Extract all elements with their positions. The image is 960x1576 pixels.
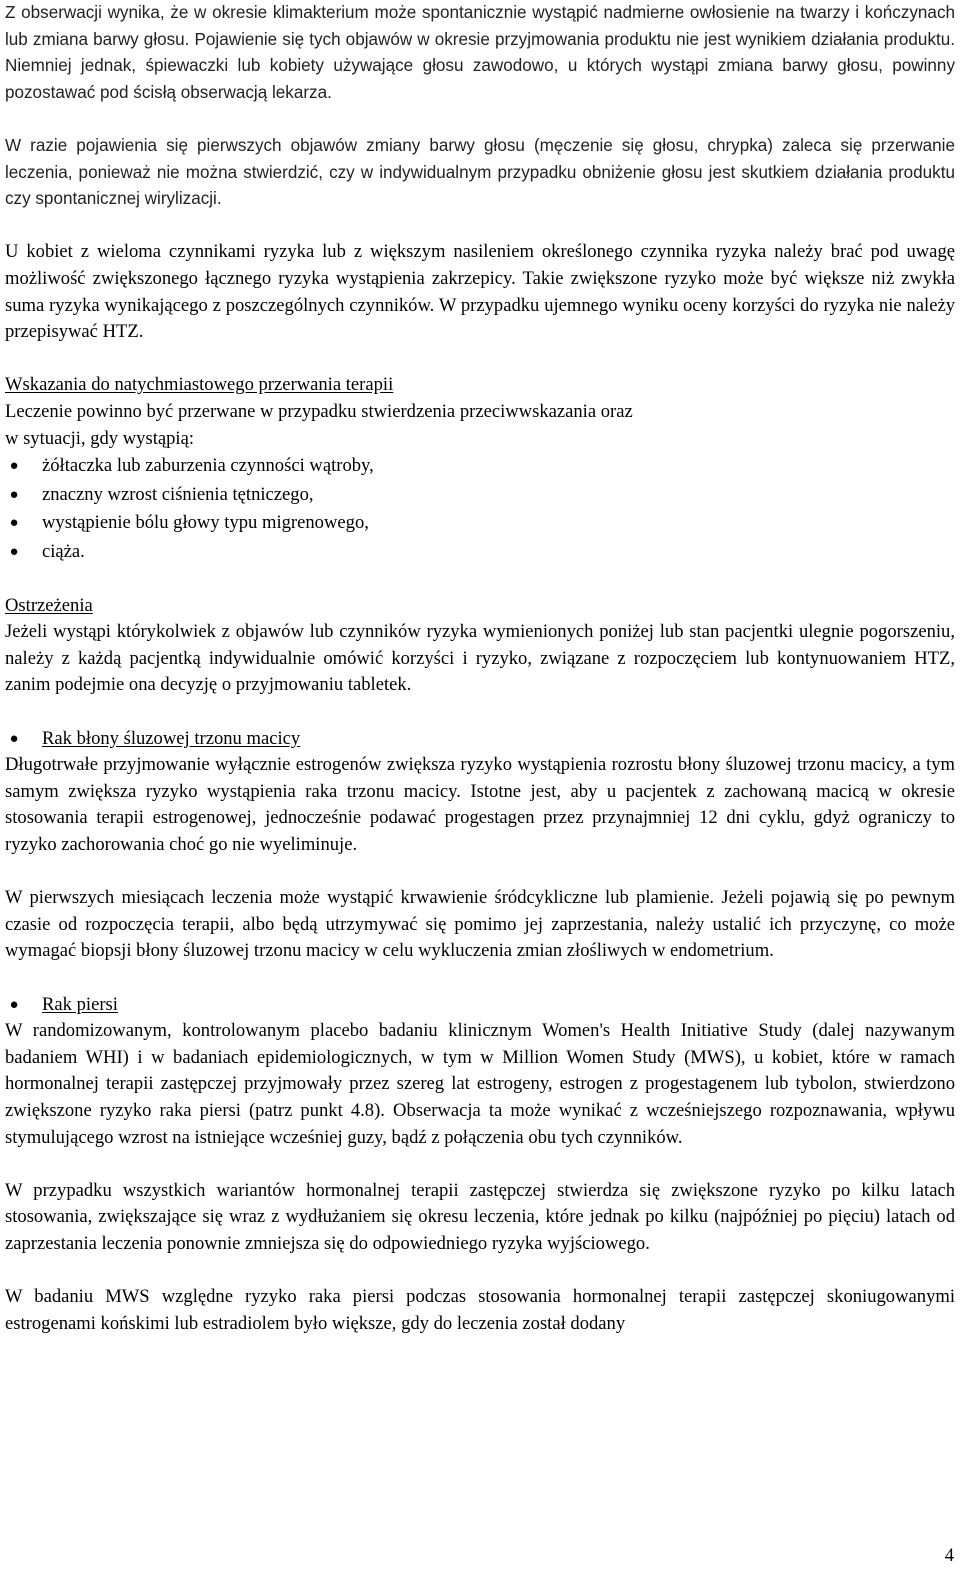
spacer [5, 965, 955, 992]
bullet-icon: ● [9, 730, 19, 747]
list-item: ● ciąża. [5, 538, 955, 567]
spacer [5, 346, 955, 373]
heading-breast-cancer: ● Rak piersi [5, 992, 955, 1019]
spacer [5, 859, 955, 886]
heading-endometrial-cancer: ● Rak błony śluzowej trzonu macicy [5, 726, 955, 753]
paragraph-breast-3: W badaniu MWS względne ryzyko raka piersi podczas stosowania hormonalnej terapii zastępczej skoniugowanymi estrogenami końskimi lub estradiolem było większe, gdy do leczenia został dodany [5, 1286, 955, 1334]
paragraph-endometrial-1: Długotrwałe przyjmowanie wyłącznie estrogenów zwiększa ryzyko wystąpienia rozrostu błony śluzowej trzonu macicy, a tym samym zwiększa ryzyko wystąpienia raka trzonu macicy. Istotne jest, aby u pacjentek z zachowaną macicą w okresie stosowania terapii estrogenowej, jednocześnie podawać progestagen przez przynajmniej 12 dni cyklu, gdyż ograniczy to ryzyko zachorowania choć go nie wyeliminuje. [5, 754, 955, 856]
interrupt-list [5, 452, 955, 566]
spacer [5, 1258, 955, 1285]
paragraph-breast-1: W randomizowanym, kontrolowanym placebo badaniu klinicznym Women's Health Initiative Study (dalej nazywanym badaniem WHI) i w badaniach epidemiologicznych, w tym w Million Women Study (MWS), u kobiet, które w ramach hormonalnej terapii zastępczej przyjmowały przez szereg lat estrogeny, estrogen z progestagenem lub tybolon, stwierdzono zwiększone ryzyko raka piersi (patrz punkt 4.8). Obserwacja ta może wynikać z wcześniejszego rozpoznawania, wpływu stymulującego wzrost na istniejące wcześniej guzy, bądź z połączenia obu tych czynników. [5, 1020, 955, 1148]
bullet-icon: ● [9, 458, 19, 475]
list-item: ● znaczny wzrost ciśnienia tętniczego, [5, 481, 955, 510]
interrupt-intro-line1: Leczenie powinno być przerwane w przypadku stwierdzenia przeciwwskazania oraz [5, 400, 633, 422]
paragraph-breast-2: W przypadku wszystkich wariantów hormonalnej terapii zastępczej stwierdza się zwiększone ryzyko po kilku latach stosowania, zwiększające się wraz z wydłużaniem się okresu leczenia, które jednak po kilku (najpóźniej po pięciu) latach od zaprzestania leczenia ponownie zmniejsza się do odpowiedniego ryzyka wyjściowego. [5, 1179, 955, 1254]
spacer [5, 106, 955, 133]
bullet-icon: ● [9, 486, 19, 503]
spacer [5, 1151, 955, 1178]
paragraph-voice-symptoms: W razie pojawienia się pierwszych objawów zmiany barwy głosu (męczenie się głosu, chrypka) zaleca się przerwanie leczenia, ponieważ nie można stwierdzić, czy w indywidualnym przypadku obniżenie głosu jest skutkiem działania produktu czy spontanicznej wirylizacji. [5, 135, 955, 209]
bullet-icon: ● [9, 996, 19, 1013]
paragraph-thrombosis-risk: U kobiet z wieloma czynnikami ryzyka lub z większym nasileniem określonego czynnika ryzyka należy brać pod uwagę możliwość zwiększonego łącznego ryzyka wystąpienia zakrzepicy. Takie zwiększone ryzyko może być większe niż zwykła suma ryzyka wynikającego z poszczególnych czynników. W przypadku ujemnego wyniku oceny korzyści do ryzyka nie należy przepisywać HTZ. [5, 241, 955, 343]
page-number: 4 [944, 1545, 954, 1566]
spacer [5, 699, 955, 726]
heading-interrupt-therapy: Wskazania do natychmiastowego przerwania terapii [5, 374, 394, 396]
spacer [5, 566, 955, 593]
list-item: ● żółtaczka lub zaburzenia czynności wątroby, [5, 452, 955, 481]
heading-warnings: Ostrzeżenia [5, 594, 93, 616]
document-page [5, 0, 955, 1337]
list-item: ● wystąpienie bólu głowy typu migrenowego, [5, 509, 955, 538]
paragraph-voice-change: Z obserwacji wynika, że w okresie klimakterium może spontanicznie wystąpić nadmierne owłosienie na twarzy i kończynach lub zmiana barwy głosu. Pojawienie się tych objawów w okresie przyjmowania produktu nie jest wynikiem działania produktu. Niemniej jednak, śpiewaczki lub kobiety używające głosu zawodowo, u których wystąpi zmiana barwy głosu, powinny pozostawać pod ścisłą obserwacją lekarza. [5, 3, 955, 102]
paragraph-warnings: Jeżeli wystąpi którykolwiek z objawów lub czynników ryzyka wymienionych poniżej lub stan pacjentki ulegnie pogorszeniu, należy z każdą pacjentką indywidualnie omówić korzyści i ryzyko, związane z rozpoczęciem lub kontynuowaniem HTZ, zanim podejmie ona decyzję o przyjmowaniu tabletek. [5, 621, 955, 696]
paragraph-endometrial-2: W pierwszych miesiącach leczenia może wystąpić krwawienie śródcykliczne lub plamienie. Jeżeli pojawią się po pewnym czasie od rozpoczęcia terapii, albo będą utrzymywać się pomimo jej zaprzestania, należy ustalić ich przyczynę, co może wymagać biopsji błony śluzowej trzonu macicy w celu wykluczenia zmian złośliwych w endometrium. [5, 887, 955, 962]
bullet-icon: ● [9, 543, 19, 560]
interrupt-intro-line2: w sytuacji, gdy wystąpią: [5, 427, 195, 449]
spacer [5, 213, 955, 240]
bullet-icon: ● [9, 515, 19, 532]
